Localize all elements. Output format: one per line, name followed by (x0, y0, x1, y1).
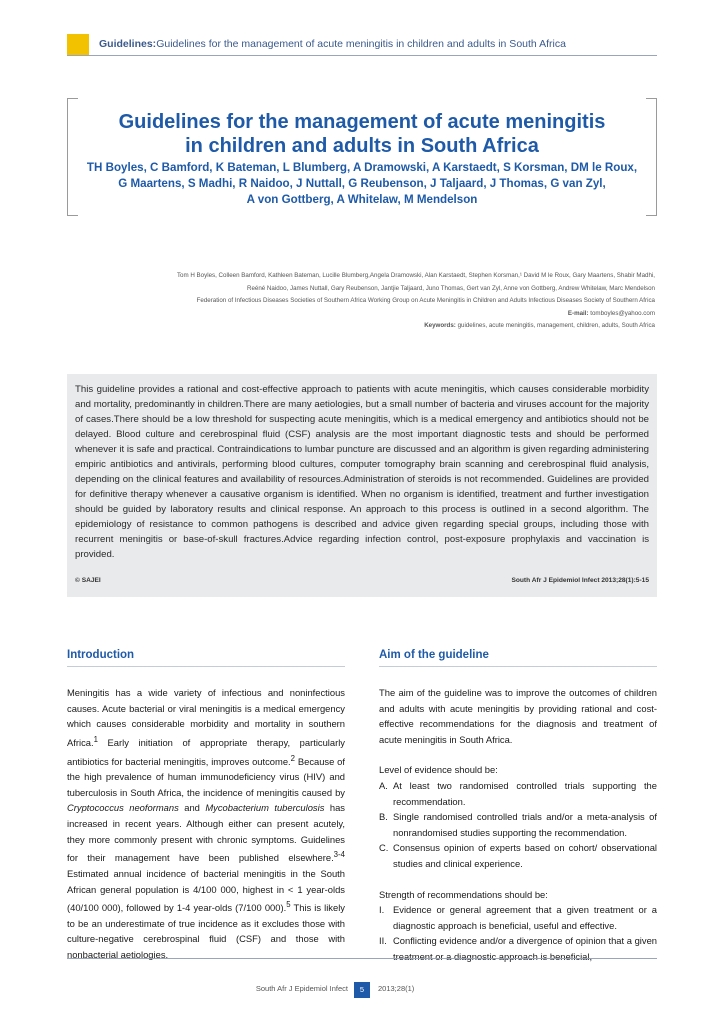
keywords-line (67, 320, 655, 333)
text-run: has increased in recent years. Although either can present acutely, they more commonly present with chronic symptoms. Guidelines for their management have been published elsewhere. (67, 802, 345, 864)
abstract-text: This guideline provides a rational and cost-effective approach to patients with acute meningitis, which causes considerable morbidity and mortality, predominantly in children.There are many aetiologies, but a small number of bacteria and viruses account for the majority of cases.There should be a low threshold for suspecting acute meningitis, which is a medical emergency and antibiotics should not be delayed. Blood culture and cerebrospinal fluid (CSF) analysis are the most important diagnostic tests and should be performed whenever it is safe and practical. Contraindications to lumbar puncture are discussed and an algorithm is given regarding administering empiric antibiotics and antivirals, performing blood cultures, computer tomography brain scanning and cerebrospinal fluid analysis, depending on the clinical features and availability of resources.Administration of steroids is not recommended. Guidelines are provided for definitive therapy whenever a causative organism is identified. When no organism is identified, treatment and further investigation should be guided by laboratory results and clinical response. An approach to this process is outlined in a second algorithm. The epidemiology of resistance to common pathogens is described and advice given regarding special groups, including those with recurrent meningitis or base-of-skull fractures.Advice regarding infection control, post-exposure prophylaxis and vaccination is provided. (75, 384, 649, 560)
aim-paragraph: The aim of the guideline was to improve the outcomes of children and adults with acute meningitis by providing rational and cost-effective recommendations for the diagnosis and treatment of acute meningitis in South Africa. (379, 687, 657, 745)
paper-title (68, 110, 656, 158)
list-marker: A. (379, 779, 388, 791)
organism-name: Cryptococcus neoformans (67, 802, 179, 814)
email-address[interactable]: tomboyles@yahoo.com (590, 309, 655, 317)
text-run: Early initiation of appropriate therapy, particularly antibiotics for bacterial meningitis, improves outcome. (67, 736, 345, 767)
running-head (67, 34, 657, 56)
citation: South Afr J Epidemiol Infect 2013;28(1):5-15 (511, 577, 649, 584)
text-run: and (178, 802, 206, 814)
list-item (379, 809, 657, 840)
text-run: Meningitis has a wide variety of infectious and noninfectious causes. Acute bacterial or viral meningitis is a medical emergency which causes considerable morbidity and mortality in southern Africa. (67, 687, 345, 748)
running-head-title: Guidelines for the management of acute meningitis in children and adults in South Africa (156, 38, 566, 50)
author-line: A von Gottberg, A Whitelaw, M Mendelson (246, 193, 478, 206)
list-item (379, 840, 657, 871)
list-item (379, 778, 657, 809)
strength-list (379, 902, 657, 964)
email-label: E-mail: (567, 309, 589, 317)
strength-intro: Strength of recommendations should be: (379, 888, 548, 900)
email-line (67, 308, 655, 321)
list-item (379, 933, 657, 964)
citation-ref: 3-4 (333, 850, 345, 860)
right-column (379, 640, 657, 965)
paper-title-line: Guidelines for the management of acute meningitis (118, 111, 606, 133)
citation-ref: 1 (93, 734, 98, 744)
footer-volume: 2013;28(1) (378, 984, 415, 993)
page-number: 5 (354, 982, 370, 998)
section-heading-introduction: Introduction (67, 648, 345, 667)
list-marker: C. (379, 842, 389, 854)
organism-name: Mycobacterium tuberculosis (205, 802, 325, 814)
abstract-footer (75, 577, 649, 584)
list-item (379, 902, 657, 933)
list-item-text: Evidence or general agreement that a given treatment or a diagnostic approach is beneficial, useful and effective. (393, 904, 657, 931)
citation-ref: 5 (286, 900, 291, 910)
list-marker: II. (379, 935, 387, 947)
author-line: TH Boyles, C Bamford, K Bateman, L Blumberg, A Dramowski, A Karstaedt, S Korsman, DM le Roux, (86, 161, 638, 174)
author-list (68, 160, 656, 208)
introduction-paragraph (67, 685, 345, 963)
footer-rule (67, 958, 657, 959)
citation-ref: 2 (290, 753, 296, 763)
keywords: guidelines, acute meningitis, management, children, adults, South Africa (457, 322, 655, 330)
article-meta (67, 270, 655, 333)
text-run: Estimated annual incidence of bacterial meningitis in the South African general population is 4/100 000, highest in < 1 year-olds (40/100 000), followed by 1-4 year-olds (7/100 000). (67, 867, 345, 914)
section-color-tab (67, 34, 89, 55)
author-line: G Maartens, S Madhi, R Naidoo, J Nuttall, G Reubenson, J Taljaard, J Thomas, G van Zyl, (118, 177, 606, 190)
left-column (67, 640, 345, 978)
list-item-text: Consensus opinion of experts based on cohort/ observational studies and clinical experience. (393, 842, 657, 869)
title-box-corner (68, 215, 78, 216)
list-item-text: Conflicting evidence and/or a divergence of opinion that a given treatment or a diagnostic approach is beneficial, (393, 935, 657, 962)
evidence-intro: Level of evidence should be: (379, 764, 498, 776)
affiliation: Federation of Infectious Diseases Societies of Southern Africa Working Group on Acute Meningitis in Children and Adults Infectious Diseases Society of Southern Africa (196, 297, 655, 305)
footer-journal: South Afr J Epidemiol Infect (255, 984, 348, 993)
list-item-text: Single randomised controlled trials and/or a meta-analysis of nonrandomised studies supporting the recommendation. (393, 811, 657, 838)
copyright: © SAJEI (75, 577, 101, 584)
keywords-label: Keywords: (424, 322, 456, 330)
author-full-names: Tom H Boyles, Colleen Bamford, Kathleen Bateman, Lucille Blumberg,Angela Dramowski, Alan Karstaedt, Stephen Korsman,¹ David M le Roux, Gary Maartens, Shabir Madhi, (176, 272, 655, 279)
list-item-text: At least two randomised controlled trials supporting the recommendation. (393, 779, 657, 807)
list-marker: I. (379, 904, 385, 916)
text-run: This is likely to be an underestimate of true incidence as it excludes those with culture-negative cerebrospinal fluid (CSF) and those with nonbacterial aetiologies. (67, 902, 345, 960)
abstract-box (67, 374, 657, 597)
list-marker: B. (379, 811, 388, 823)
page-footer (0, 982, 724, 998)
section-heading-aim: Aim of the guideline (379, 648, 657, 667)
evidence-list (379, 778, 657, 872)
author-full-names: Reéné Naidoo, James Nuttall, Gary Reubenson, Jantjie Taljaard, Juno Thomas, Gert van Zyl, Anne von Gottberg, Andrew Whitelaw, Marc Mendelson (246, 284, 655, 292)
paper-title-line: in children and adults in South Africa (185, 135, 539, 157)
running-head-label: Guidelines: (99, 38, 157, 50)
running-head-text (99, 38, 566, 50)
title-box (67, 98, 657, 216)
title-box-corner (646, 98, 656, 99)
text-run: Because of the high prevalence of human immunodeficiency virus (HIV) and tuberculosis in South Africa, the incidence of meningitis caused by (67, 755, 345, 798)
